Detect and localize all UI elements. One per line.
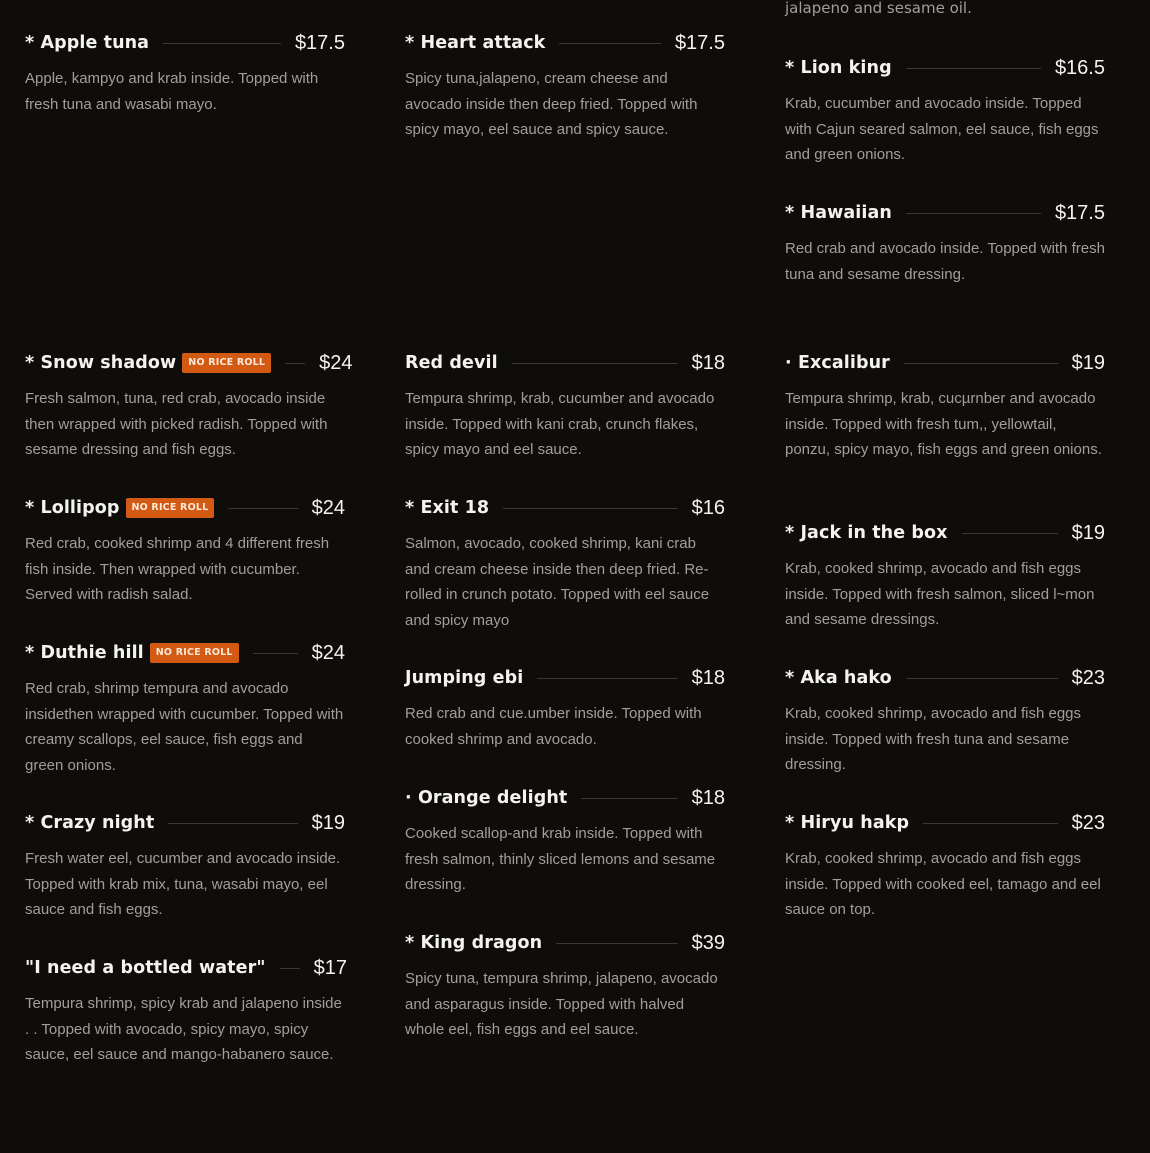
menu-item-name: * Jack in the box <box>785 523 948 543</box>
menu-item-price: $19 <box>311 811 345 834</box>
menu-item <box>25 348 353 463</box>
menu-item <box>405 928 725 1043</box>
menu-item-header <box>785 663 1105 693</box>
menu-item-description: Red crab and avocado inside. Topped with fresh tuna and sesame dressing. <box>785 240 1105 283</box>
price-leader-line <box>559 43 661 44</box>
price-leader-line <box>168 823 297 824</box>
menu-item-description: Krab, cucumber and avocado inside. Topped with Cajun seared salmon, eel sauce, fish eggs and green onions. <box>785 95 1099 164</box>
price-leader-line <box>556 943 677 944</box>
price-leader-line <box>163 43 281 44</box>
menu-item-header <box>25 808 345 838</box>
menu-item-header <box>785 198 1105 228</box>
menu-item-header <box>405 783 725 813</box>
price-leader-line <box>581 798 677 799</box>
price-leader-line <box>923 823 1058 824</box>
menu-item-name: * Hiryu hakp <box>785 813 910 833</box>
menu-item-name: * Lion king <box>785 58 892 78</box>
menu-item-name: * Crazy night <box>25 813 155 833</box>
menu-item-price: $17.5 <box>294 31 345 54</box>
price-leader-line <box>285 363 305 364</box>
menu-item-description: Spicy tuna, tempura shrimp, jalapeno, avocado and asparagus inside. Topped with halved whole eel, fish eggs and eel sauce. <box>405 970 718 1039</box>
price-leader-line <box>253 653 298 654</box>
menu-item-name: · Orange delight <box>405 788 568 808</box>
menu-item-name: * Hawaiian <box>785 203 892 223</box>
menu-item-price: $17.5 <box>674 31 725 54</box>
menu-item-header <box>405 28 725 58</box>
menu-item-name: * King dragon <box>405 933 543 953</box>
menu-item-description: Cooked scallop-and krab inside. Topped with fresh salmon, thinly sliced lemons and sesame dressing. <box>405 825 716 894</box>
menu-item-price: $23 <box>1071 666 1105 689</box>
menu-item <box>25 808 345 923</box>
menu-item-price: $24 <box>311 641 345 664</box>
menu-item-description: Tempura shrimp, krab, cucumber and avocado inside. Topped with kani crab, crunch flakes, spicy mayo and eel sauce. <box>405 390 715 459</box>
menu-item-header <box>405 928 725 958</box>
menu-item-name: * Snow shadow <box>25 353 177 373</box>
menu-item-description: Krab, cooked shrimp, avocado and fish eggs inside. Topped with fresh tuna and sesame dressing. <box>785 705 1082 774</box>
menu-item-description: Salmon, avocado, cooked shrimp, kani crab and cream cheese inside then deep fried. Re-rolled in crunch potato. Topped with eel sauce and spicy mayo <box>405 535 710 630</box>
menu-item-description: Krab, cooked shrimp, avocado and fish eggs inside. Topped with cooked eel, tamago and eel sauce on top. <box>785 850 1101 919</box>
price-leader-line <box>906 213 1041 214</box>
menu-item-description: Spicy tuna,jalapeno, cream cheese and avocado inside then deep fried. Topped with spicy mayo, eel sauce and spicy sauce. <box>405 70 698 139</box>
menu-item-name: Red devil <box>405 353 498 373</box>
previous-item-description-fragment: jalapeno and sesame oil. <box>785 0 972 17</box>
price-leader-line <box>904 363 1058 364</box>
menu-item-name: · Excalibur <box>785 353 890 373</box>
menu-item-header <box>25 348 353 378</box>
menu-item-price: $18 <box>691 351 725 374</box>
menu-item-price: $17 <box>313 956 347 979</box>
menu-item-name: * Apple tuna <box>25 33 150 53</box>
price-leader-line <box>503 508 677 509</box>
menu-item <box>25 493 345 608</box>
menu-item <box>785 348 1105 463</box>
menu-item-name: "I need a bottled water" <box>25 958 266 978</box>
price-leader-line <box>906 678 1058 679</box>
menu-item-name: * Lollipop <box>25 498 120 518</box>
menu-item-description: Tempura shrimp, spicy krab and jalapeno inside . . Topped with avocado, spicy mayo, spicy sauce, eel sauce and mango-habanero sauce. <box>25 995 342 1064</box>
menu-item-name: * Heart attack <box>405 33 546 53</box>
menu-item <box>785 53 1105 168</box>
menu-item-price: $16.5 <box>1054 56 1105 79</box>
price-leader-line <box>280 968 300 969</box>
menu-item <box>405 348 725 463</box>
menu-item <box>405 663 725 752</box>
menu-item <box>405 28 725 143</box>
menu-item-header <box>25 953 345 983</box>
menu-item-price: $23 <box>1071 811 1105 834</box>
price-leader-line <box>962 533 1058 534</box>
menu-item-price: $16 <box>691 496 725 519</box>
menu-item <box>785 518 1105 633</box>
price-leader-line <box>228 508 297 509</box>
menu-item <box>25 28 345 117</box>
menu-item-price: $24 <box>319 351 353 374</box>
menu-item-price: $39 <box>691 931 725 954</box>
menu-item <box>785 663 1105 778</box>
menu-item-description: Krab, cooked shrimp, avocado and fish eggs inside. Topped with fresh salmon, sliced l~mon and sesame dressings. <box>785 560 1095 629</box>
price-leader-line <box>906 68 1041 69</box>
menu-item-description: Red crab and cue.umber inside. Topped with cooked shrimp and avocado. <box>405 705 702 748</box>
menu-item-price: $17.5 <box>1054 201 1105 224</box>
menu-item-name: * Aka hako <box>785 668 892 688</box>
menu-item-header <box>405 663 725 693</box>
menu-item-name: * Exit 18 <box>405 498 490 518</box>
menu-item <box>405 493 725 634</box>
menu-item <box>785 198 1105 287</box>
menu-item-price: $18 <box>691 786 725 809</box>
no-rice-roll-badge: NO RICE ROLL <box>182 353 271 373</box>
menu-item-description: Fresh water eel, cucumber and avocado inside. Topped with krab mix, tuna, wasabi mayo, eel sauce and fish eggs. <box>25 850 341 919</box>
menu-item <box>25 953 345 1068</box>
menu-item-header <box>785 808 1105 838</box>
menu-item-price: $24 <box>311 496 345 519</box>
menu-item-price: $19 <box>1071 521 1105 544</box>
menu-item-name: * Duthie hill <box>25 643 144 663</box>
menu-item-header <box>405 348 725 378</box>
menu-item-header <box>785 518 1105 548</box>
no-rice-roll-badge: NO RICE ROLL <box>126 498 215 518</box>
menu-item <box>25 638 345 779</box>
menu-item <box>405 783 725 898</box>
menu-item-header <box>25 638 345 668</box>
menu-item-description: Fresh salmon, tuna, red crab, avocado inside then wrapped with picked radish. Topped with sesame dressing and fish eggs. <box>25 390 328 459</box>
no-rice-roll-badge: NO RICE ROLL <box>150 643 239 663</box>
menu-item-header <box>405 493 725 523</box>
menu-item-price: $18 <box>691 666 725 689</box>
menu-item-description: Apple, kampyo and krab inside. Topped with fresh tuna and wasabi mayo. <box>25 70 319 113</box>
price-leader-line <box>512 363 678 364</box>
menu-item-price: $19 <box>1071 351 1105 374</box>
menu-item-header <box>25 493 345 523</box>
menu-item-header <box>785 348 1105 378</box>
price-leader-line <box>537 678 677 679</box>
menu-item-description: Red crab, shrimp tempura and avocado insidethen wrapped with cucumber. Topped with creamy scallops, eel sauce, fish eggs and green onions. <box>25 680 344 775</box>
menu-item <box>785 808 1105 923</box>
menu-item-name: Jumping ebi <box>405 668 524 688</box>
menu-item-header <box>25 28 345 58</box>
menu-item-description: Red crab, cooked shrimp and 4 different fresh fish inside. Then wrapped with cucumber. Served with radish salad. <box>25 535 330 604</box>
menu-item-header <box>785 53 1105 83</box>
menu-item-description: Tempura shrimp, krab, cucµrnber and avocado inside. Topped with fresh tum,, yellowtail, ponzu, spicy mayo, fish eggs and green onions. <box>785 390 1102 459</box>
